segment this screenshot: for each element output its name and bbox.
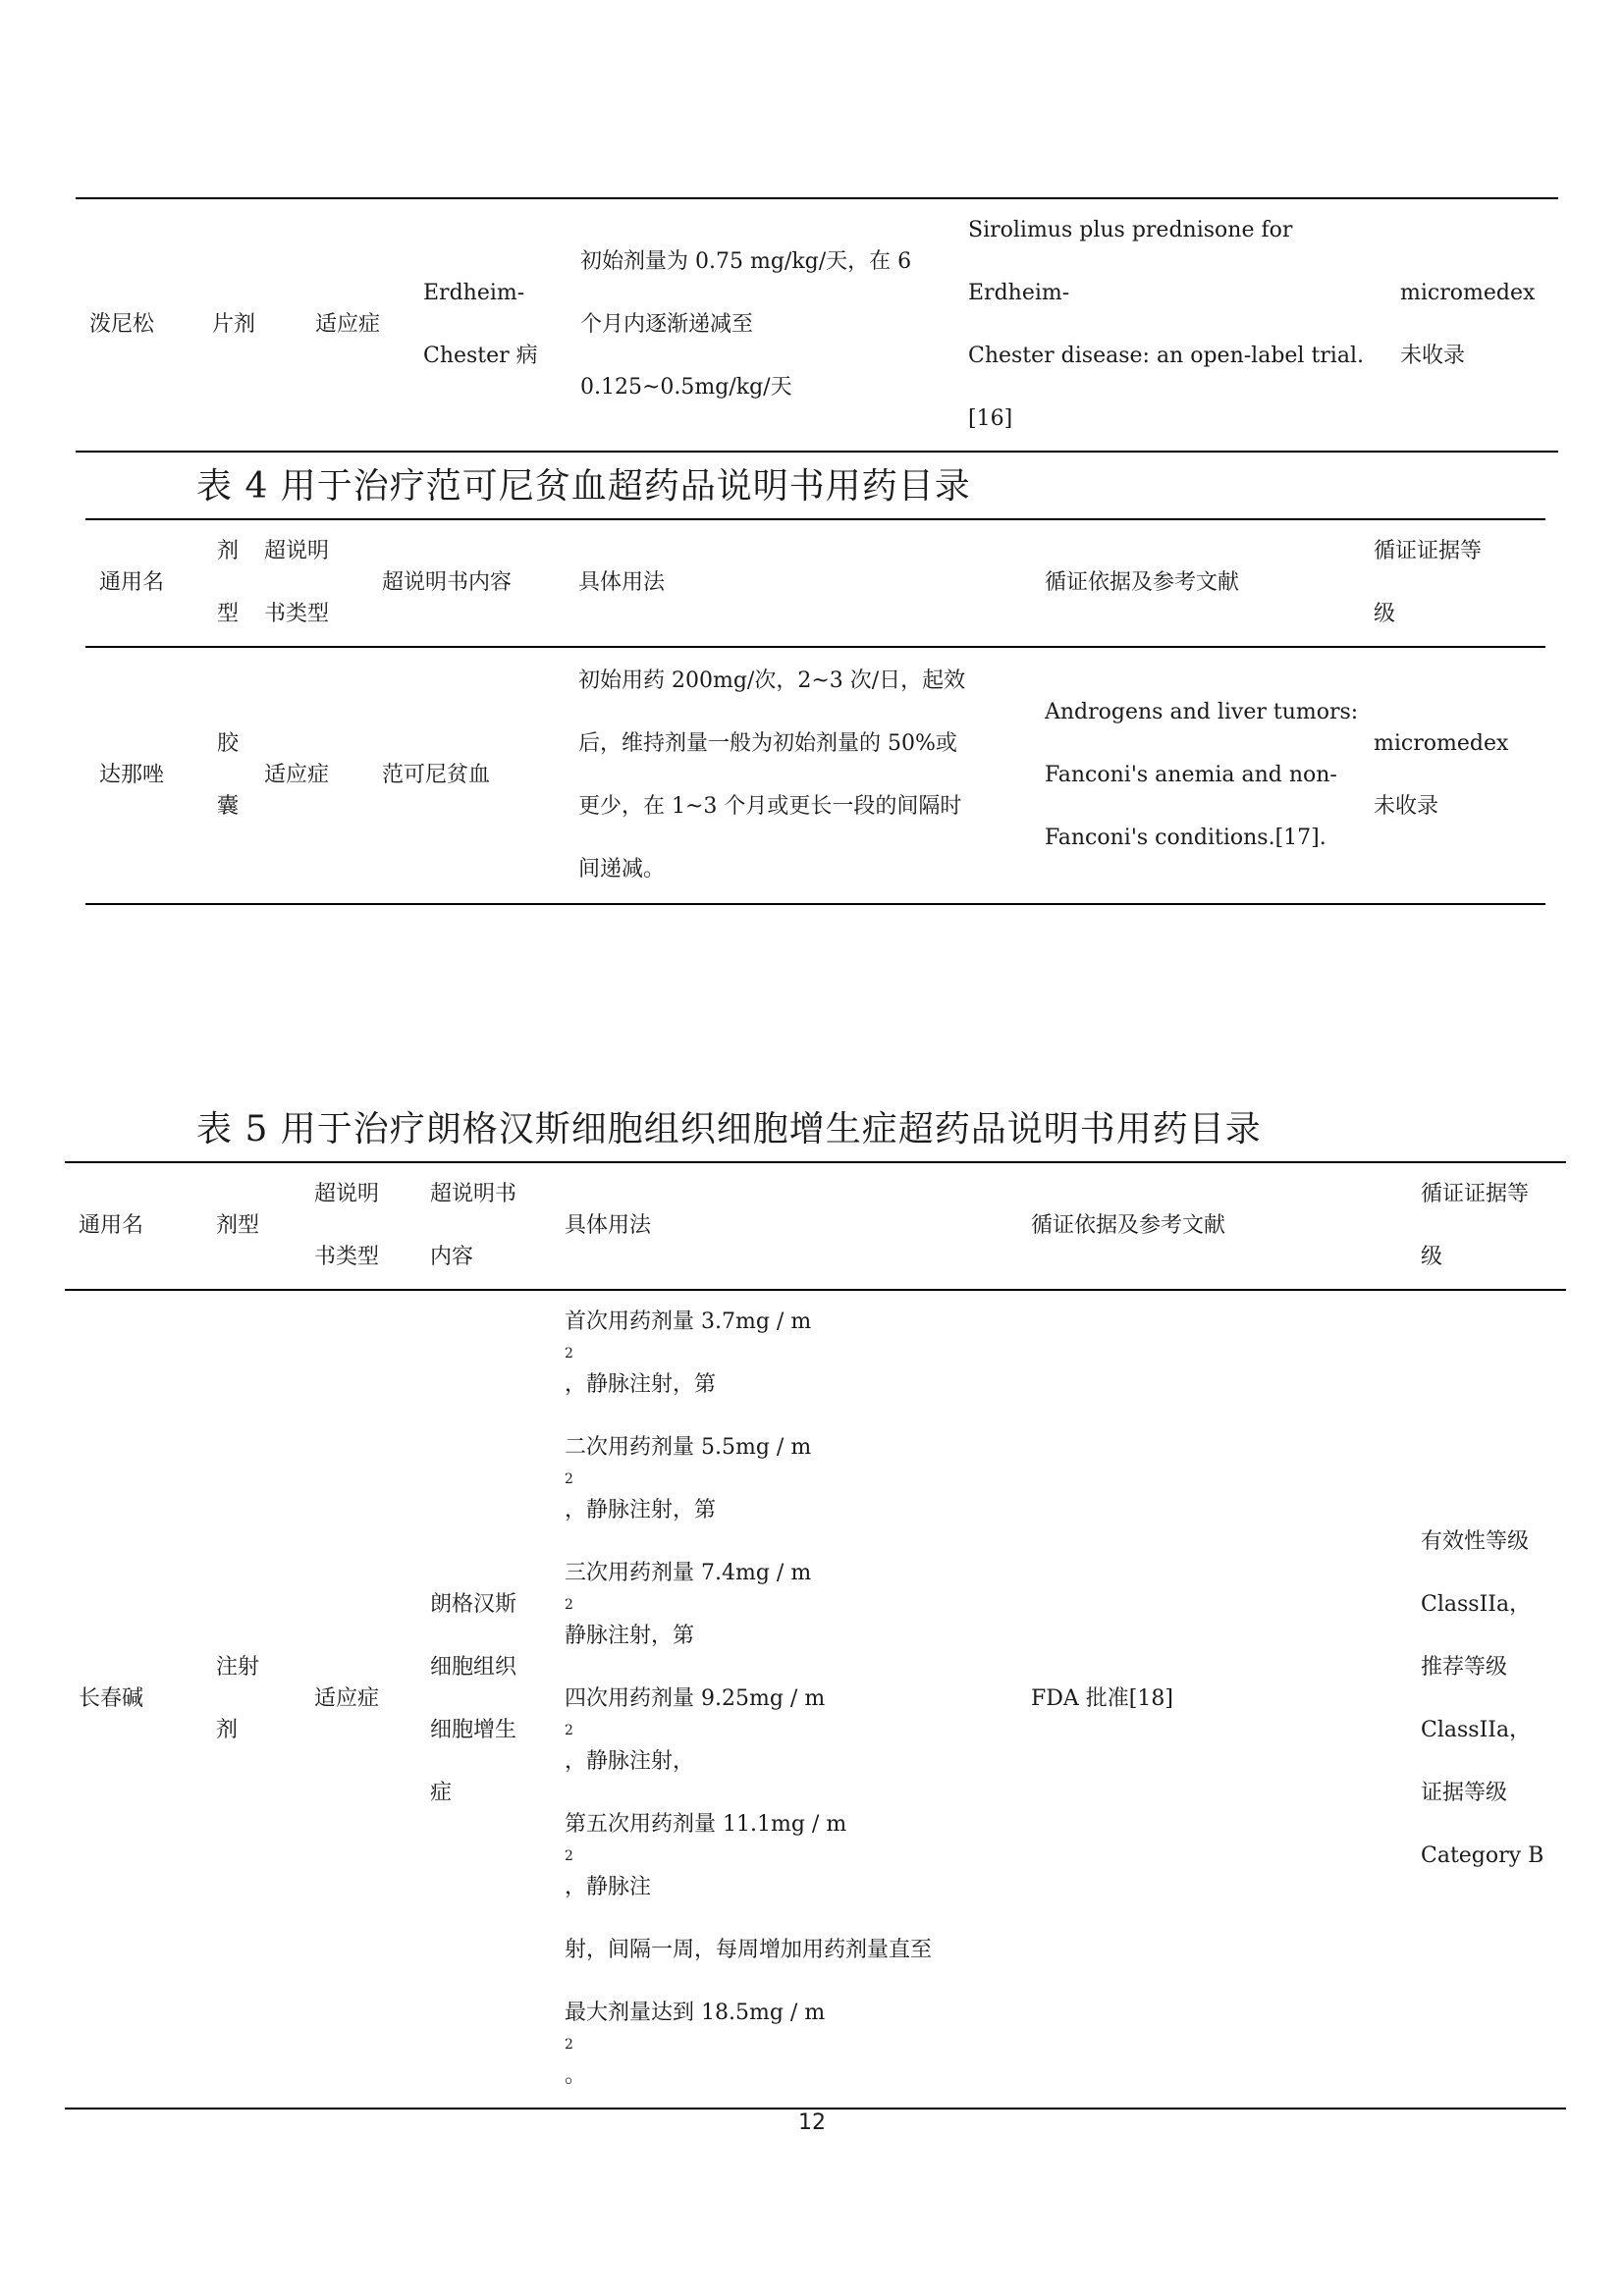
cell-usage [551,1290,1017,2109]
cell-content: Erdheim- Chester 病 [423,281,538,368]
header-evidence: 循证依据及参考文献 [1017,1162,1407,1290]
usage-line: 最大剂量达到 18.5mg / m 2 。 [565,2001,826,2088]
usage-line: 第五次用药剂量 11.1mg / m 2 ，静脉注 [565,1812,847,1899]
cell-evidence: FDA 批准[18] [1031,1686,1173,1711]
cell-usage: 初始用药 200mg/次，2~3 次/日，起效 后，维持剂量一般为初始剂量的 50%或 更少，在 1~3 个月或更长一段的间隔时 间递减。 [578,668,966,881]
header-content: 超说明书 内容 [416,1162,551,1290]
table-row [85,647,1545,904]
cell-type: 适应症 [315,312,381,337]
header-form: 剂 型 [203,519,250,647]
usage-line: 首次用药剂量 3.7mg / m 2 ，静脉注射，第 [565,1309,812,1397]
cell-content: 范可尼贫血 [382,763,491,787]
table-row [65,1290,1566,2109]
cell-type: 适应症 [264,763,330,787]
cell-evidence: Sirolimus plus prednisone for Erdheim- Chester disease: an open-label trial. [16] [968,218,1364,431]
table5 [65,1161,1566,2109]
cell-form: 胶 囊 [217,731,240,819]
header-form: 剂型 [202,1162,300,1290]
cell-usage: 初始剂量为 0.75 mg/kg/天，在 6 个月内逐渐递减至 0.125~0.5mg/kg/天 [580,249,912,400]
header-grade: 循证证据等 级 [1360,519,1545,647]
usage-line: 四次用药剂量 9.25mg / m 2 ，静脉注射， [565,1686,826,1774]
header-drug: 通用名 [65,1162,202,1290]
page-number: 12 [798,2110,826,2135]
usage-line: 三次用药剂量 7.4mg / m 2 静脉注射，第 [565,1561,812,1648]
continued-table [76,197,1558,453]
cell-type: 适应症 [314,1686,380,1711]
header-usage: 具体用法 [565,519,1031,647]
cell-form: 片剂 [212,312,256,337]
table-row [76,198,1558,452]
cell-drug: 长春碱 [79,1686,144,1711]
header-drug: 通用名 [85,519,203,647]
cell-form: 注射 剂 [216,1655,260,1742]
table5-caption: 表 5 用于治疗朗格汉斯细胞组织细胞增生症超药品说明书用药目录 [196,1109,1262,1149]
usage-line: 二次用药剂量 5.5mg / m 2 ，静脉注射，第 [565,1435,812,1522]
header-type: 超说明 书类型 [250,519,368,647]
cell-evidence: Androgens and liver tumors: Fanconi's anemia and non- Fanconi's conditions.[17]. [1045,700,1359,850]
cell-grade: micromedex 未收录 [1400,281,1536,368]
header-evidence: 循证依据及参考文献 [1031,519,1360,647]
cell-grade: 有效性等级 ClassIIa， 推荐等级 ClassIIa， 证据等级 Category B [1421,1529,1544,1868]
cell-drug: 泼尼松 [89,312,155,337]
header-type: 超说明 书类型 [300,1162,416,1290]
cell-drug: 达那唑 [99,763,165,787]
cell-content: 朗格汉斯 细胞组织 细胞增生 症 [430,1592,517,1805]
header-usage: 具体用法 [551,1162,1017,1290]
table-header-row [65,1162,1566,1290]
table4 [85,518,1545,905]
table4-caption: 表 4 用于治疗范可尼贫血超药品说明书用药目录 [196,466,971,507]
header-grade: 循证证据等 级 [1407,1162,1566,1290]
usage-line: 射，间隔一周，每周增加用药剂量直至 [565,1938,933,1962]
table-header-row [85,519,1545,647]
header-content: 超说明书内容 [368,519,565,647]
cell-grade: micromedex 未收录 [1374,731,1509,819]
